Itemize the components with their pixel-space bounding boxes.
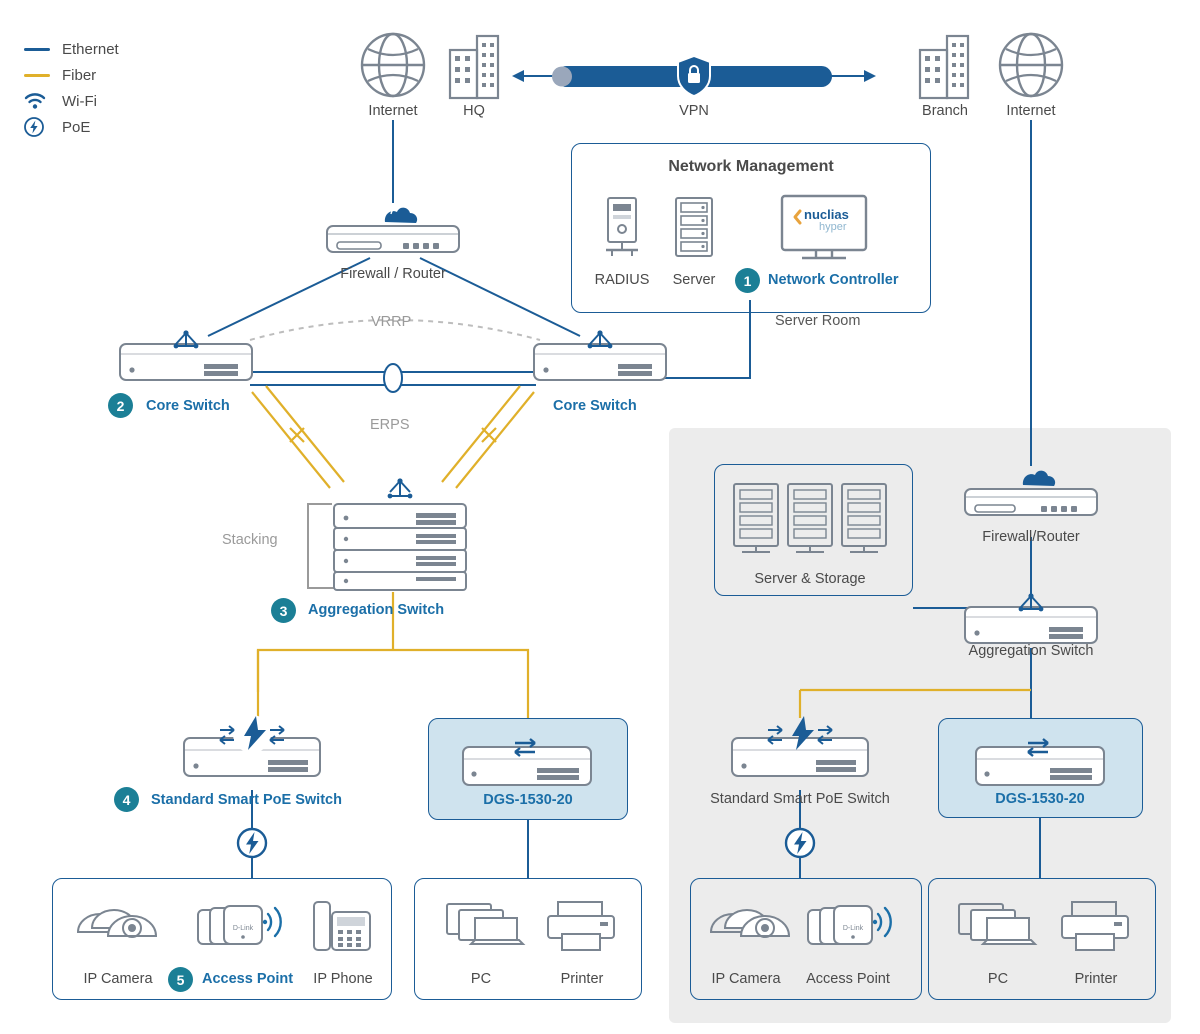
poe-switch-icon xyxy=(184,716,320,778)
legend-item-ethernet xyxy=(24,36,119,62)
poe-icon xyxy=(784,827,816,859)
radius-label: RADIUS xyxy=(594,272,650,288)
fiber-line-icon xyxy=(24,74,62,77)
internet-left-node xyxy=(358,30,428,100)
firewall-router-icon xyxy=(963,463,1099,521)
branch-aggregation-node xyxy=(965,593,1097,645)
branch-printer-node xyxy=(1058,900,1134,954)
legend-label: Wi-Fi xyxy=(62,92,97,110)
poe-icon xyxy=(24,117,62,137)
nuclias-logo xyxy=(793,205,855,241)
network-management-title: Network Management xyxy=(668,158,834,175)
switch-icon xyxy=(534,330,666,382)
radius-server-icon xyxy=(600,196,644,266)
server-node xyxy=(670,196,718,262)
svg-text:D-Link: D-Link xyxy=(842,925,864,932)
branch-dgs-node xyxy=(976,735,1104,787)
branch-building-node xyxy=(916,32,972,100)
branch-pc-node xyxy=(957,900,1047,954)
dgs-switch-icon xyxy=(463,735,591,787)
branch-access-point-node xyxy=(806,896,902,954)
internet-right-label: Internet xyxy=(1006,103,1056,119)
hq-poe-symbol xyxy=(236,827,268,859)
hq-firewall-node xyxy=(325,200,461,258)
vpn-label: VPN xyxy=(679,103,709,119)
firewall-router-icon xyxy=(325,200,461,258)
branch-pc-label: PC xyxy=(987,971,1009,987)
legend-label: Ethernet xyxy=(62,40,119,58)
hq-ip-camera-label: IP Camera xyxy=(83,971,153,987)
hq-label: HQ xyxy=(463,103,485,119)
server-rack-icon xyxy=(670,196,718,262)
hq-printer-node xyxy=(544,900,620,954)
nuclias-subword: hyper xyxy=(819,221,847,233)
branch-printer-label: Printer xyxy=(1074,971,1118,987)
badge-3: 3 xyxy=(271,598,296,623)
hq-ip-camera-node xyxy=(72,898,168,954)
badge-4: 4 xyxy=(114,787,139,812)
branch-poe-switch-label: Standard Smart PoE Switch xyxy=(710,791,890,807)
building-icon xyxy=(446,32,502,100)
printer-icon xyxy=(1058,900,1134,954)
globe-icon xyxy=(996,30,1066,100)
legend xyxy=(24,36,119,140)
legend-label: PoE xyxy=(62,118,91,136)
legend-label: Fiber xyxy=(62,66,97,84)
badge-1: 1 xyxy=(735,268,760,293)
hq-printer-label: Printer xyxy=(560,971,604,987)
branch-firewall-label: Firewall/Router xyxy=(982,529,1080,545)
stacked-switch-icon xyxy=(330,478,470,590)
hq-dgs-node xyxy=(463,735,591,787)
legend-item-fiber xyxy=(24,62,119,88)
core-switch-right-label: Core Switch xyxy=(553,398,637,414)
core-switch-left-node xyxy=(120,330,252,382)
hq-aggregation-label: Aggregation Switch xyxy=(308,602,445,618)
branch-firewall-node xyxy=(963,463,1099,521)
pc-icon xyxy=(445,900,535,954)
switch-icon xyxy=(965,593,1097,645)
radius-node xyxy=(600,196,644,266)
nuclias-wordmark: nuclias xyxy=(804,207,849,222)
hq-poe-switch-label: Standard Smart PoE Switch xyxy=(151,792,342,808)
branch-server-storage-label: Server & Storage xyxy=(754,571,866,587)
hq-dgs-label: DGS-1530-20 xyxy=(483,792,573,808)
network-controller-label: Network Controller xyxy=(768,272,899,288)
core-switch-left-label: Core Switch xyxy=(146,398,230,414)
ethernet-line-icon xyxy=(24,48,62,51)
branch-dgs-label: DGS-1530-20 xyxy=(995,791,1085,807)
branch-poe-symbol xyxy=(784,827,816,859)
switch-icon xyxy=(120,330,252,382)
hq-access-point-label: Access Point xyxy=(202,971,294,987)
wifi-icon xyxy=(24,92,62,110)
legend-item-wifi xyxy=(24,88,119,114)
badge-5: 5 xyxy=(168,967,193,992)
branch-ip-camera-node xyxy=(705,898,801,954)
vpn-shield-icon xyxy=(676,54,712,98)
ip-camera-icon xyxy=(72,898,168,954)
core-switch-right-node xyxy=(534,330,666,382)
hq-poe-switch-node xyxy=(184,716,320,778)
branch-poe-switch-node xyxy=(732,716,868,778)
globe-icon xyxy=(358,30,428,100)
branch-server-storage-node xyxy=(730,482,894,564)
internet-right-node xyxy=(996,30,1066,100)
hq-pc-label: PC xyxy=(470,971,492,987)
hq-building-node xyxy=(446,32,502,100)
erps-label: ERPS xyxy=(370,417,410,433)
server-room-label: Server Room xyxy=(775,313,861,329)
ip-camera-icon xyxy=(705,898,801,954)
dgs-switch-icon xyxy=(976,735,1104,787)
server-label: Server xyxy=(672,272,716,288)
hq-access-point-node xyxy=(196,896,292,954)
branch-access-point-label: Access Point xyxy=(806,971,890,987)
hq-pc-node xyxy=(445,900,535,954)
poe-switch-icon xyxy=(732,716,868,778)
printer-icon xyxy=(544,900,620,954)
hq-aggregation-node xyxy=(330,478,470,590)
branch-label: Branch xyxy=(922,103,968,119)
pc-icon xyxy=(957,900,1047,954)
access-point-icon xyxy=(196,896,292,954)
branch-ip-camera-label: IP Camera xyxy=(711,971,781,987)
vrrp-label: VRRP xyxy=(371,314,412,330)
branch-aggregation-label: Aggregation Switch xyxy=(968,643,1094,659)
badge-2: 2 xyxy=(108,393,133,418)
server-storage-icon xyxy=(730,482,894,564)
building-icon xyxy=(916,32,972,100)
svg-text:D-Link: D-Link xyxy=(232,925,254,932)
hq-ip-phone-node xyxy=(310,898,376,954)
ip-phone-icon xyxy=(310,898,376,954)
hq-firewall-label: Firewall / Router xyxy=(340,266,446,282)
legend-item-poe xyxy=(24,114,119,140)
hq-ip-phone-label: IP Phone xyxy=(313,971,373,987)
stacking-label: Stacking xyxy=(222,532,278,548)
poe-icon xyxy=(236,827,268,859)
internet-left-label: Internet xyxy=(368,103,418,119)
access-point-icon xyxy=(806,896,902,954)
